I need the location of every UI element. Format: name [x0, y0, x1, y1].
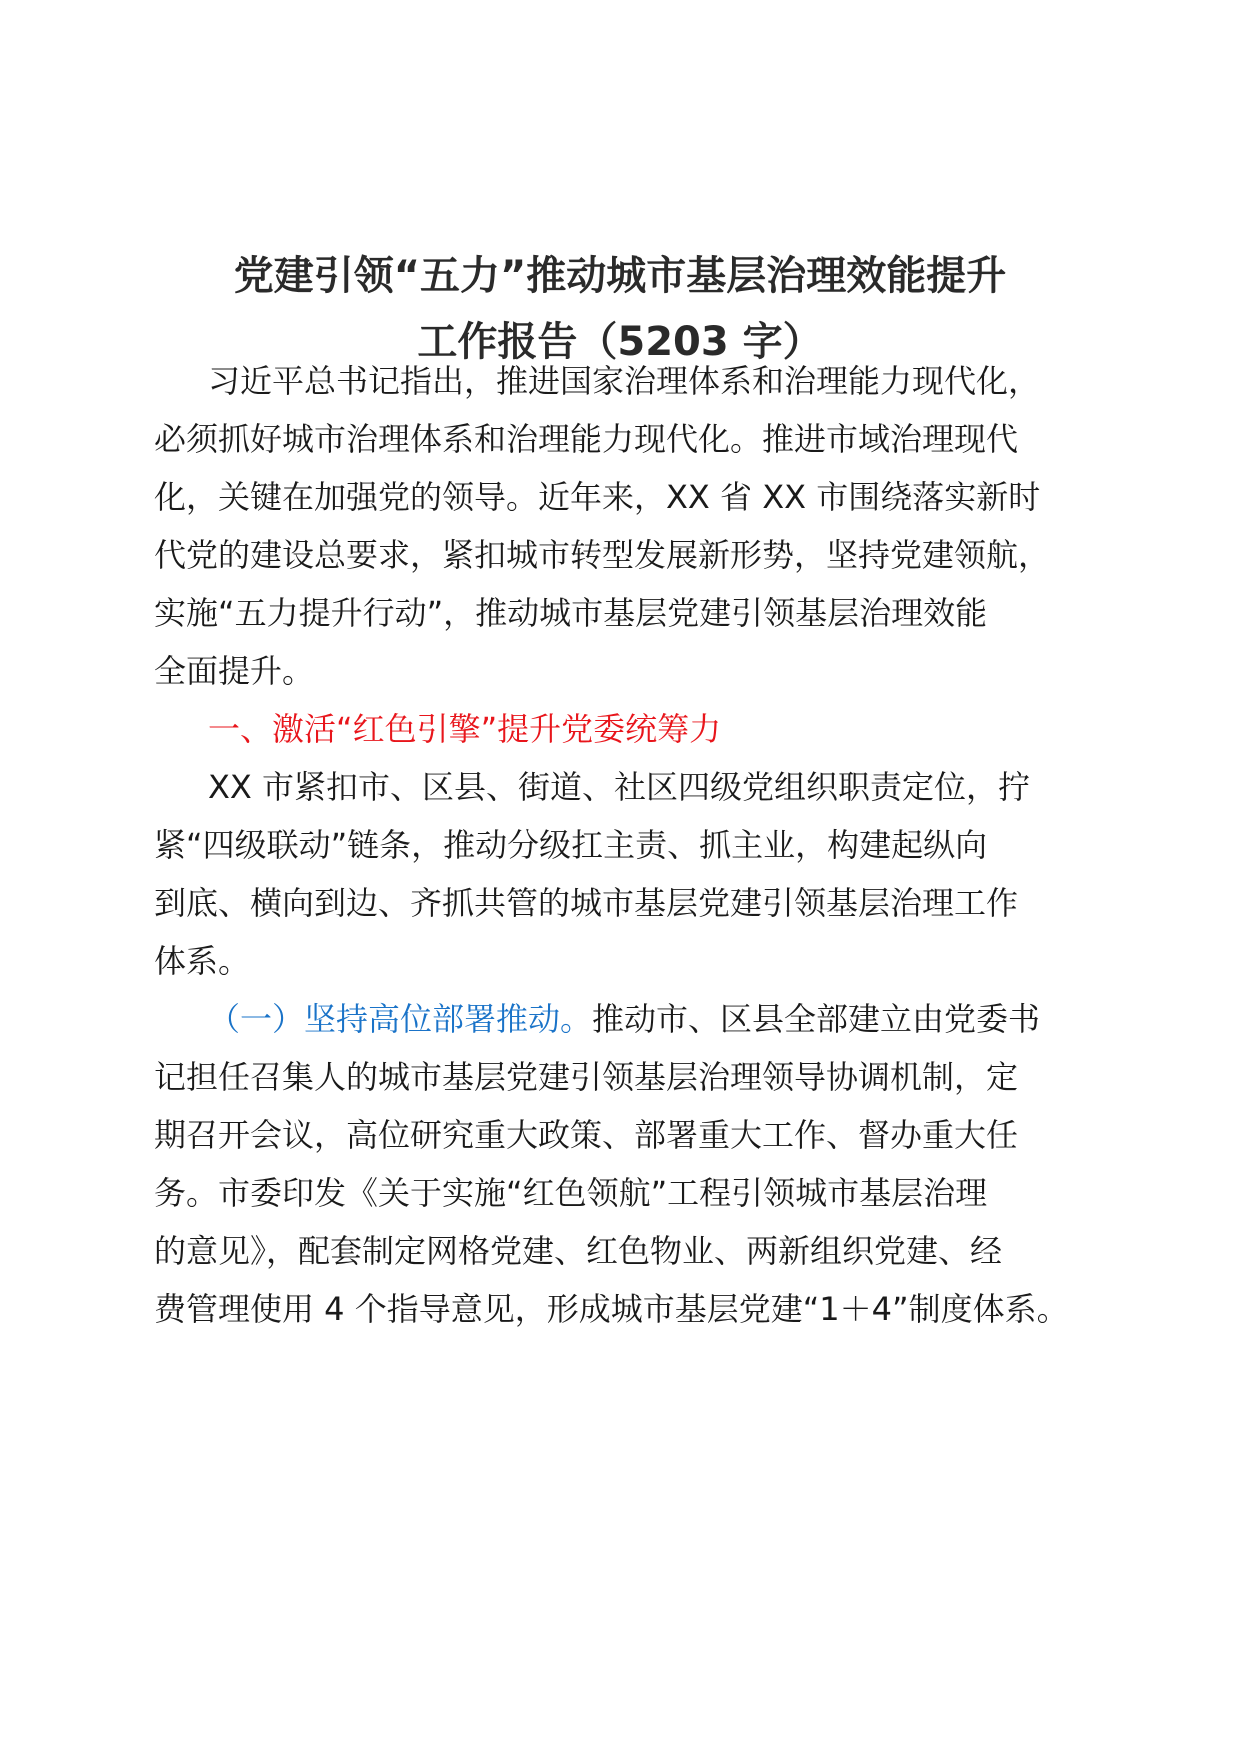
intro-paragraph-line: 化，关键在加强党的领导。近年来，XX 省 XX 市围绕落实新时 [154, 478, 1041, 516]
document-title-line-1: 党建引领“五力”推动城市基层治理效能提升 [233, 253, 1007, 299]
subsection-first-line-text: 推动市、区县全部建立由党委书 [592, 1000, 1041, 1038]
intro-paragraph-line: 习近平总书记指出，推进国家治理体系和治理能力现代化， [208, 362, 1041, 400]
section-paragraph-line: 体系。 [154, 942, 251, 980]
subsection-heading: （一）坚持高位部署推动。 [208, 1000, 593, 1038]
document-title-line-2: 工作报告（5203 字） [417, 319, 823, 365]
subsection-paragraph-line: 费管理使用 4 个指导意见，形成城市基层党建“1＋4”制度体系。 [154, 1290, 1069, 1328]
intro-paragraph-line: 代党的建设总要求，紧扣城市转型发展新形势，坚持党建领航， [154, 536, 1051, 574]
subsection-paragraph-line: 务。市委印发《关于实施“红色领航”工程引领城市基层治理 [154, 1174, 988, 1212]
subsection-first-line [208, 997, 1040, 1041]
section-paragraph-line: 紧“四级联动”链条，推动分级扛主责、抓主业，构建起纵向 [154, 826, 988, 864]
subsection-paragraph-line: 的意见》，配套制定网格党建、红色物业、两新组织党建、经 [154, 1232, 1003, 1270]
section-heading: 一、激活“红色引擎”提升党委统筹力 [208, 710, 722, 748]
section-paragraph-line: XX 市紧扣市、区县、街道、社区四级党组织职责定位，拧 [208, 768, 1031, 806]
section-paragraph-line: 到底、横向到边、齐抓共管的城市基层党建引领基层治理工作 [154, 884, 1019, 922]
subsection-paragraph-line: 记担任召集人的城市基层党建引领基层治理领导协调机制，定 [154, 1058, 1019, 1096]
subsection-paragraph-line: 期召开会议，高位研究重大政策、部署重大工作、督办重大任 [154, 1116, 1019, 1154]
intro-paragraph-line: 必须抓好城市治理体系和治理能力现代化。推进市域治理现代 [154, 420, 1019, 458]
intro-paragraph-line: 实施“五力提升行动”，推动城市基层党建引领基层治理效能 [154, 594, 988, 632]
intro-paragraph-line: 全面提升。 [154, 652, 315, 690]
